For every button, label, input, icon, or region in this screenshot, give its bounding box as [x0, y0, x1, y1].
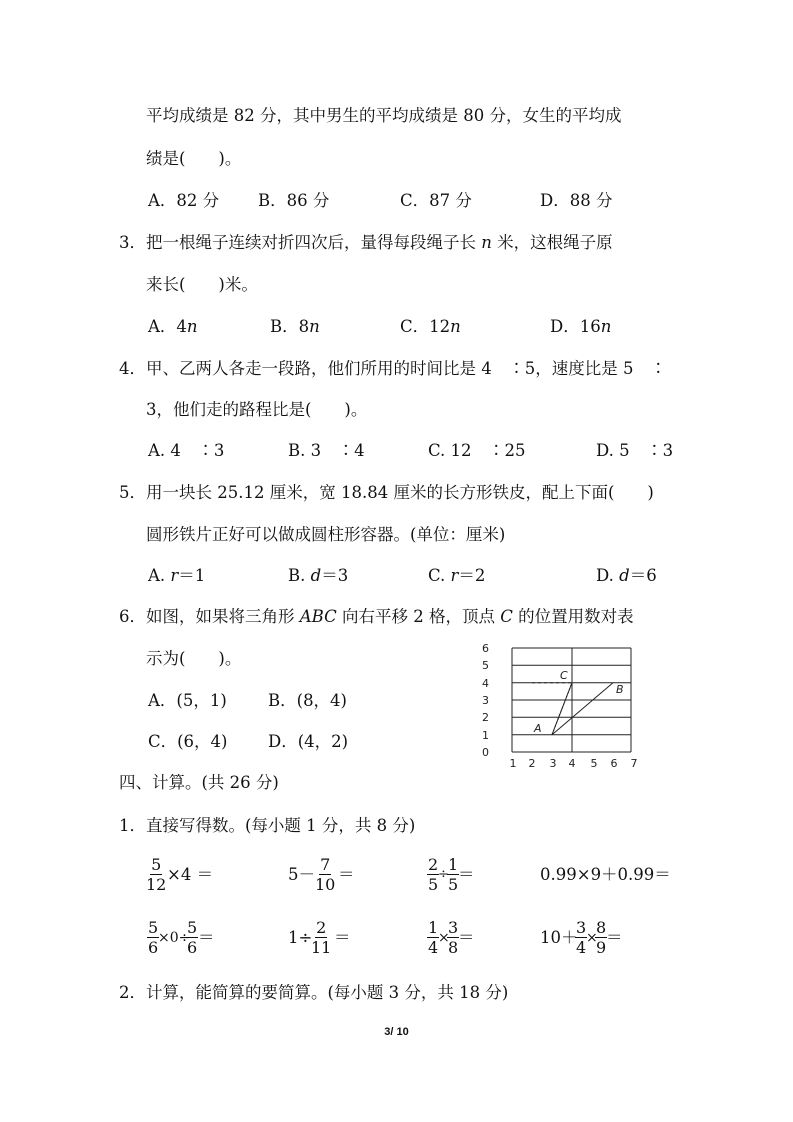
calc-e3-rest: ＝: [458, 865, 475, 884]
q4-option-d: D. 5 ∶3: [596, 441, 674, 460]
q4-option-a: A. 4 ∶3: [148, 441, 225, 460]
calc-e8-op: ×: [586, 930, 598, 946]
calc-e2-lead: 5－: [288, 865, 315, 884]
q2-option-c: C．87 分: [400, 191, 472, 210]
q4-option-c: C. 12 ∶25: [428, 441, 526, 460]
calc-e5-fraction2: 5 6: [187, 918, 198, 957]
q4-line2: 3，他们走的路程比是( )。: [146, 400, 368, 419]
calc-e1-fraction: 5 12: [146, 855, 167, 894]
q5-option-a: A. r＝1: [148, 566, 206, 585]
page-number: 3/ 10: [384, 1026, 409, 1038]
q4-option-b: B. 3 ∶4: [288, 441, 365, 460]
calc-e8-fraction2: 8 9: [596, 918, 607, 957]
calc-e8-fraction1: 3 4: [576, 918, 587, 957]
svg-text:7: 7: [630, 757, 638, 770]
q3-option-c: C．12n: [400, 317, 461, 336]
calc-e4: 0.99×9＋0.99＝: [540, 865, 671, 884]
q6-option-c: C．(6，4): [148, 732, 228, 751]
q5-line1: 5．用一块长 25.12 厘米，宽 18.84 厘米的长方形铁皮，配上下面( ): [119, 483, 654, 502]
svg-text:5: 5: [590, 757, 598, 770]
calc-e8-lead: 10＋: [540, 928, 578, 947]
calc-e5-fraction1: 5 6: [148, 918, 159, 957]
point-b-label: B: [616, 683, 624, 696]
calc-e6-fraction: 2 11: [311, 918, 332, 957]
grid-x-tick-labels: [510, 757, 638, 770]
calc-e1-rest: ×4 ＝: [167, 865, 214, 884]
calc-e3-fraction1: 2 5: [428, 855, 439, 894]
calc-e7-fraction1: 1 4: [428, 918, 439, 957]
q6-option-d: D．(4，2): [268, 732, 349, 751]
q5-option-c: C. r＝2: [428, 566, 486, 585]
grid-lines: [512, 648, 631, 752]
section4-sub2: 2．计算，能简算的要简算。(每小题 3 分，共 18 分): [119, 983, 509, 1002]
svg-text:6: 6: [482, 642, 489, 655]
svg-text:5: 5: [482, 659, 489, 672]
q3-line1: 3．把一根绳子连续对折四次后，量得每段绳子长 n 米，这根绳子原: [119, 233, 613, 252]
calc-e7-rest: ＝: [458, 928, 475, 947]
q6-option-b: B．(8，4): [268, 691, 347, 710]
calc-e7-op: ×: [438, 930, 450, 946]
q3-line2: 来长( )米。: [146, 275, 258, 294]
svg-text:1: 1: [509, 757, 517, 770]
svg-text:4: 4: [568, 757, 576, 770]
calc-e5-rest: ＝: [198, 928, 215, 947]
svg-text:3: 3: [549, 757, 557, 770]
svg-text:2: 2: [528, 757, 536, 770]
calc-e3-fraction2: 1 5: [448, 855, 459, 894]
calc-e3-op: ÷: [438, 867, 449, 882]
calc-e6-rest: ＝: [334, 928, 351, 947]
q2-option-b: B．86 分: [258, 191, 330, 210]
q3-option-b: B．8n: [270, 317, 320, 336]
point-a-label: A: [534, 722, 542, 735]
q6-line2: 示为( )。: [146, 649, 242, 668]
calc-e6-lead: 1÷: [288, 928, 313, 947]
q6-line1: 6．如图，如果将三角形 ABC 向右平移 2 格，顶点 C 的位置用数对表: [119, 607, 634, 626]
q3-option-d: D．16n: [550, 317, 612, 336]
grid-y-tick-labels: [482, 642, 489, 759]
q3-option-a: A．4n: [148, 317, 198, 336]
point-c-label: C: [560, 669, 568, 682]
calc-e2-fraction: 7 10: [315, 855, 336, 894]
calc-e5-mid: ×0÷: [158, 930, 191, 946]
q2-line1: 平均成绩是 82 分，其中男生的平均成绩是 80 分，女生的平均成: [146, 106, 622, 125]
calc-e2-rest: ＝: [338, 865, 355, 884]
section4-heading: 四、计算。(共 26 分): [119, 773, 279, 792]
q2-line2: 绩是( )。: [146, 149, 242, 168]
q4-line1: 4．甲、乙两人各走一段路，他们所用的时间比是 4 ∶5，速度比是 5 ∶: [119, 359, 667, 378]
svg-text:1: 1: [482, 729, 489, 742]
svg-text:6: 6: [610, 757, 618, 770]
q5-option-b: B. d＝3: [288, 566, 349, 585]
section4-sub1: 1．直接写得数。(每小题 1 分，共 8 分): [119, 816, 416, 835]
q2-option-a: A．82 分: [148, 191, 220, 210]
svg-text:4: 4: [482, 677, 489, 690]
coordinate-grid-figure: [476, 638, 646, 770]
svg-text:0: 0: [482, 746, 489, 759]
q5-line2: 圆形铁片正好可以做成圆柱形容器。(单位：厘米): [146, 525, 506, 544]
q5-option-d: D. d＝6: [596, 566, 657, 585]
calc-e7-fraction2: 3 8: [448, 918, 459, 957]
calc-e8-rest: ＝: [606, 928, 623, 947]
q6-option-a: A．(5，1): [148, 691, 227, 710]
svg-text:3: 3: [482, 694, 489, 707]
svg-text:2: 2: [482, 711, 489, 724]
q2-option-d: D．88 分: [540, 191, 613, 210]
